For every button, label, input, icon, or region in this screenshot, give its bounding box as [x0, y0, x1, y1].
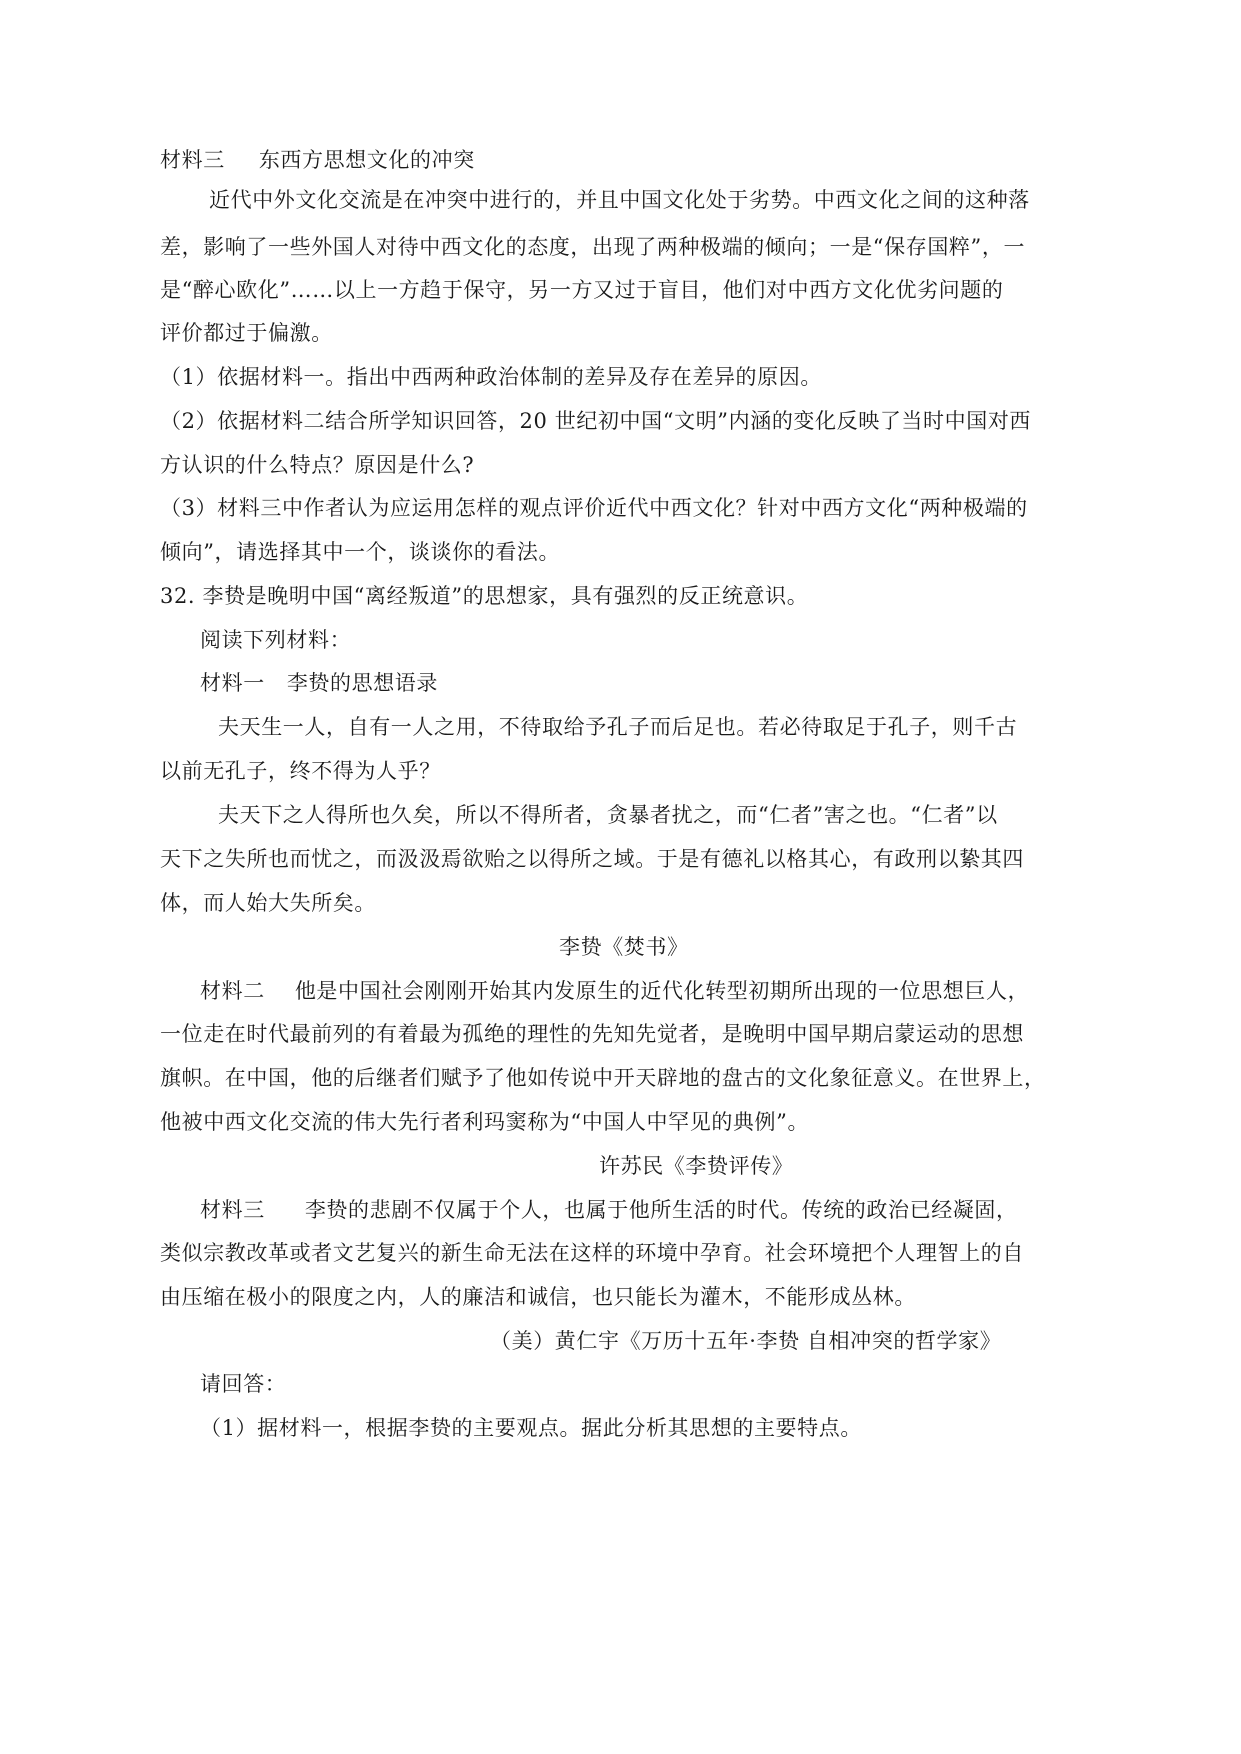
paragraph-line: 他是中国社会刚刚开始其内发原生的近代化转型初期所出现的一位思想巨人， — [294, 979, 1030, 1003]
paragraph-line: 李贽的悲剧不仅属于个人，也属于他所生活的时代。传统的政治已经凝固， — [304, 1198, 1018, 1222]
question-32-stem: 32. 李贽是晚明中国“离经叛道”的思想家，具有强烈的反正统意识。 — [160, 584, 809, 608]
quote-line: 以前无孔子，终不得为人乎？ — [160, 759, 441, 783]
quote-line: 夫天生一人，自有一人之用，不待取给予孔子而后足也。若必待取足于孔子，则千古 — [218, 715, 1018, 739]
material-title: 东西方思想文化的冲突 — [258, 148, 475, 172]
material-3-heading — [160, 147, 475, 173]
paragraph-line: 近代中外文化交流是在冲突中进行的，并且中国文化处于劣势。中西文化之间的这种落 — [209, 188, 1030, 212]
paragraph-line: 一位走在时代最前列的有着最为孤绝的理性的先知先觉者，是晚明中国早期启蒙运动的思想 — [160, 1022, 1024, 1046]
sub-question-1: （1）依据材料一。指出中西两种政治体制的差异及存在差异的原因。 — [160, 365, 822, 389]
quote-line: 夫天下之人得所也久矣，所以不得所者，贪暴者扰之，而“仁者”害之也。“仁者”以 — [218, 803, 998, 827]
material-2-source: 许苏民《李贽评传》 — [599, 1154, 794, 1178]
material-3-source: （美）黄仁宇《万历十五年·李贽 自相冲突的哲学家》 — [490, 1329, 1002, 1353]
material-1-source: 李贽《焚书》 — [559, 935, 689, 959]
sub-question-3-cont: 倾向”，请选择其中一个，谈谈你的看法。 — [160, 540, 561, 564]
sub-question-2-cont: 方认识的什么特点？原因是什么? — [160, 453, 475, 477]
paragraph-line: 评价都过于偏激。 — [160, 321, 333, 345]
material-label: 材料一 — [200, 671, 265, 695]
material-1-heading — [200, 670, 438, 696]
material-2-heading — [200, 978, 1029, 1004]
material-label: 材料二 — [200, 979, 265, 1003]
paragraph-line: 他被中西文化交流的伟大先行者利玛窦称为“中国人中罕见的典例”。 — [160, 1110, 810, 1134]
material-3-heading — [200, 1197, 1018, 1223]
sub-question-3: （3）材料三中作者认为应运用怎样的观点评价近代中西文化？针对中西方文化“两种极端的 — [160, 496, 1028, 520]
sub-question-1: （1）据材料一，根据李贽的主要观点。据此分析其思想的主要特点。 — [200, 1416, 862, 1440]
material-title: 李贽的思想语录 — [286, 671, 439, 695]
paragraph-line: 由压缩在极小的限度之内，人的廉洁和诚信，也只能长为灌木，不能形成丛林。 — [160, 1285, 916, 1309]
sub-question-2: （2）依据材料二结合所学知识回答，20 世纪初中国“文明”内涵的变化反映了当时中国对西 — [160, 409, 1032, 433]
paragraph-line: 差，影响了一些外国人对待中西文化的态度，出现了两种极端的倾向；一是“保存国粹”，一 — [160, 235, 1026, 259]
read-prompt: 阅读下列材料： — [200, 628, 352, 652]
paragraph-line: 是“醉心欧化”……以上一方趋于保守，另一方又过于盲目，他们对中西方文化优劣问题的 — [160, 278, 1004, 302]
paragraph-line: 类似宗教改革或者文艺复兴的新生命无法在这样的环境中孕育。社会环境把个人理智上的自 — [160, 1241, 1024, 1265]
paragraph-line: 旗帜。在中国，他的后继者们赋予了他如传说中开天辟地的盘古的文化象征意义。在世界上， — [160, 1066, 1046, 1090]
answer-prompt: 请回答： — [200, 1372, 287, 1396]
quote-line: 体，而人始大失所矣。 — [160, 891, 376, 915]
material-label: 材料三 — [160, 148, 225, 172]
quote-line: 天下之失所也而忧之，而汲汲焉欲贻之以得所之域。于是有德礼以格其心，有政刑以絷其四 — [160, 847, 1024, 871]
material-label: 材料三 — [200, 1198, 265, 1222]
